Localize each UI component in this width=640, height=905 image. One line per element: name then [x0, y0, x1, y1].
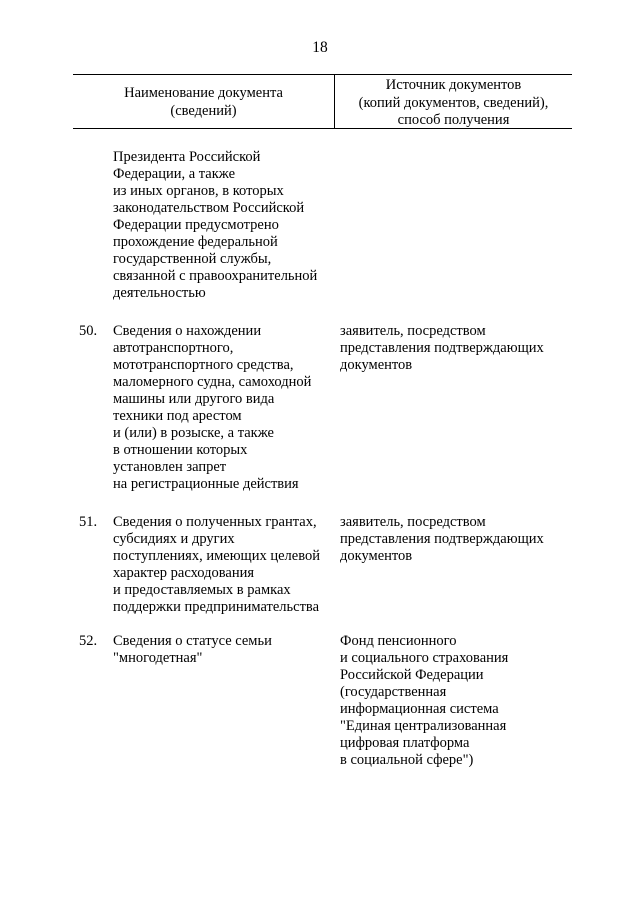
continuation-row-name: Президента Российской Федерации, а также из иных органов, в которых законодательством Российской Федерации предусмотрено прохождение федеральной государственной службы, связанной с правоохранительной деятельностью	[113, 149, 318, 301]
row-document-name: Сведения о полученных грантах, субсидиях и других поступлениях, имеющих целевой характер расходования и предоставляемых в рамках поддержки предпринимательства	[113, 514, 320, 615]
row-document-name: Сведения о статусе семьи "многодетная"	[113, 633, 272, 666]
row-number: 50.	[79, 323, 98, 339]
table-header-bottom-rule	[73, 128, 572, 129]
table-header-name: Наименование документа (сведений)	[124, 85, 283, 119]
row-document-source: заявитель, посредством представления подтверждающих документов	[340, 323, 544, 373]
row-number: 51.	[79, 514, 98, 530]
row-document-source: заявитель, посредством представления подтверждающих документов	[340, 514, 544, 564]
table-header-source: Источник документов (копий документов, сведений), способ получения	[358, 77, 549, 128]
row-document-name: Сведения о нахождении автотранспортного, мототранспортного средства, маломерного судна, самоходной машины или другого вида техники под арестом и (или) в розыске, а также в отношении которых установлен запрет на регистрационные действия	[113, 323, 312, 492]
page-number: 18	[312, 39, 328, 56]
row-document-source: Фонд пенсионного и социального страхования Российской Федерации (государственная информационная система "Единая централизованная цифровая платформа в социальной сфере")	[340, 633, 509, 768]
row-number: 52.	[79, 633, 98, 649]
table-top-rule	[73, 74, 572, 75]
